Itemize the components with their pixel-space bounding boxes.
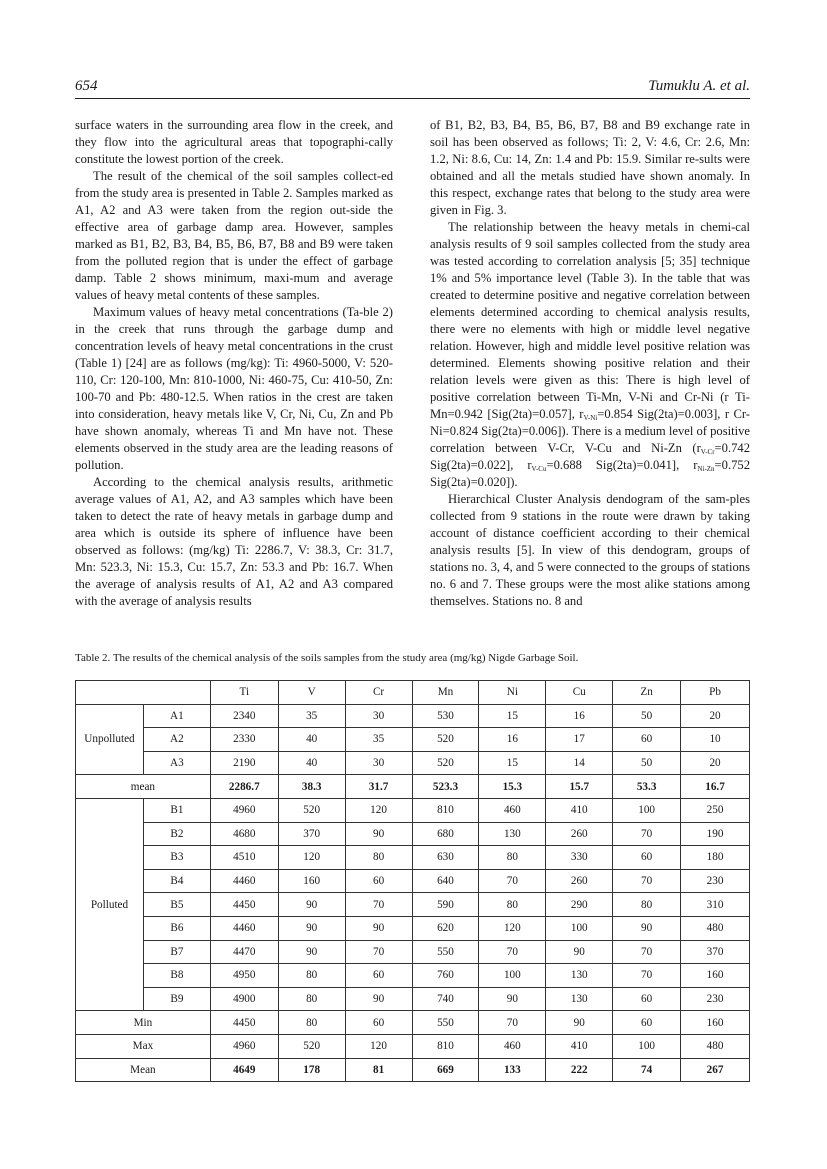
table-cell: 160 — [681, 964, 750, 988]
table-cell: 90 — [546, 940, 613, 964]
paragraph: The result of the chemical of the soil samples collect-ed from the study area is presented in Table 2. Samples marked as A1, A2 and A3 were taken from the region out-side the effective area of garbage damp area. However, samples marked as B1, B2, B3, B4, B5, B6, B7, B8 and B9 were taken from the polluted region that is under the effect of garbage damp. Table 2 shows minimum, maxi-mum and average values of heavy metal contents of these samples. — [75, 169, 393, 302]
column-header: Pb — [681, 681, 750, 705]
table-cell: 20 — [681, 751, 750, 775]
table-cell: 70 — [345, 893, 412, 917]
table-cell: 90 — [546, 1011, 613, 1035]
table-cell: 80 — [278, 1011, 345, 1035]
table-cell: 15 — [479, 751, 546, 775]
table-cell: 70 — [613, 869, 681, 893]
table-cell: 90 — [278, 916, 345, 940]
column-header: Ni — [479, 681, 546, 705]
summary-row — [76, 1011, 750, 1035]
sample-id: B2 — [143, 822, 210, 846]
table-cell: 90 — [345, 822, 412, 846]
right-column — [430, 117, 750, 610]
table-cell: 80 — [613, 893, 681, 917]
table-cell: 520 — [412, 751, 479, 775]
table-cell: 460 — [479, 798, 546, 822]
table-row — [76, 916, 750, 940]
text-segment: The relationship between the heavy metals in chemi-cal analysis results of 9 soil samples collected from the study area was tested according to correlation analysis [5; 35] technique 1% and 5% importance level (Table 3). In the table that was created to determine positive and negative correlation between elements determined according to chemical analysis results, there were no elements with high or middle level negative relation. However, high and middle level positive relation was determined. Elements showing positive relation and their relation levels were given as this: There is high level of positive correlation between Ti-Mn, V-Ni and Cr-Ni (r Ti-Mn=0.942 [Sig(2ta)=0.057], r — [430, 220, 750, 421]
table-cell: 60 — [613, 846, 681, 870]
paragraph: surface waters in the surrounding area flow in the creek, and they flow into the agricultural areas that topographi-cally constitute the lowest portion of the creek. — [75, 118, 393, 166]
table-cell: 523.3 — [412, 775, 479, 799]
table-row — [76, 704, 750, 728]
table-cell: 2330 — [210, 728, 278, 752]
sample-id: B8 — [143, 964, 210, 988]
table-cell: 16 — [546, 704, 613, 728]
text-segment: =0.742 Sig(2ta)=0.022], r — [430, 441, 750, 472]
column-header: Zn — [613, 681, 681, 705]
table-cell: 130 — [546, 964, 613, 988]
table-cell: 70 — [613, 964, 681, 988]
text-segment: =0.752 Sig(2ta)=0.020]). — [430, 458, 750, 489]
running-authors: Tumuklu A. et al. — [648, 78, 750, 94]
table-cell: 100 — [546, 916, 613, 940]
table-cell: 80 — [479, 893, 546, 917]
table-cell: 120 — [479, 916, 546, 940]
table-cell: 370 — [681, 940, 750, 964]
table-cell: 4960 — [210, 1034, 278, 1058]
table-cell: 267 — [681, 1058, 750, 1082]
table-cell: 80 — [345, 846, 412, 870]
results-table — [75, 680, 750, 1082]
table-cell: 620 — [412, 916, 479, 940]
mean-row — [76, 775, 750, 799]
table-header-row — [76, 681, 750, 705]
table-cell: 31.7 — [345, 775, 412, 799]
table-cell: 260 — [546, 869, 613, 893]
table-cell: 740 — [412, 987, 479, 1011]
table-cell: 130 — [546, 987, 613, 1011]
table-cell: 74 — [613, 1058, 681, 1082]
table-cell: 4950 — [210, 964, 278, 988]
column-header: Ti — [210, 681, 278, 705]
sample-id: B5 — [143, 893, 210, 917]
table-cell: 35 — [345, 728, 412, 752]
running-header — [75, 76, 750, 99]
table-cell: 120 — [345, 1034, 412, 1058]
table-cell: 190 — [681, 822, 750, 846]
table-cell: 35 — [278, 704, 345, 728]
subscript: Ni-Zn — [697, 465, 715, 473]
row-label: Min — [76, 1011, 211, 1035]
table-cell: 222 — [546, 1058, 613, 1082]
table-cell: 250 — [681, 798, 750, 822]
table-cell: 100 — [479, 964, 546, 988]
paragraph: According to the chemical analysis results, arithmetic average values of A1, A2, and A3 samples which have been taken to detect the rate of heavy metals in garbage dump and area which is outside its sphere of influence have been observed as follows: (mg/kg) Ti: 2286.7, V: 38.3, Cr: 31.7, Mn: 523.3, Ni: 15.3, Cu: 15.7, Zn: 53.3 and Pb: 16.7. When the average of analysis results of A1, A2 and A3 compared with the average of analysis results — [75, 475, 393, 608]
table-cell: 16.7 — [681, 775, 750, 799]
table-cell: 4510 — [210, 846, 278, 870]
table-cell: 60 — [613, 728, 681, 752]
paragraph: of B1, B2, B3, B4, B5, B6, B7, B8 and B9 exchange rate in soil has been observed as follows; Ti: 2, V: 4.6, Cr: 2.6, Mn: 1.2, Ni: 8.6, Cu: 14, Zn: 1.4 and Pb: 15.9. Similar re-sults were obtained and all the metals studied have shown anomaly. In this respect, exchange rates that belong to the study area were given in Fig. 3. — [430, 118, 750, 217]
table-cell: 133 — [479, 1058, 546, 1082]
table-cell: 40 — [278, 728, 345, 752]
table-cell: 2190 — [210, 751, 278, 775]
table-cell: 590 — [412, 893, 479, 917]
table-cell: 520 — [278, 1034, 345, 1058]
table-cell: 120 — [345, 798, 412, 822]
sample-id: B1 — [143, 798, 210, 822]
table-cell: 90 — [345, 916, 412, 940]
table-cell: 70 — [613, 822, 681, 846]
table-row — [76, 940, 750, 964]
text-segment: =0.854 Sig(2ta)=0.003], r Cr-Ni=0.824 Sig(2ta)=0.006]). There is a medium level of positive correlation between V-Cr, V-Cu and Ni-Zn (r — [430, 407, 751, 455]
table-row — [76, 728, 750, 752]
table-cell: 30 — [345, 751, 412, 775]
table-cell: 230 — [681, 869, 750, 893]
table-cell: 60 — [613, 1011, 681, 1035]
text-segment: =0.688 Sig(2ta)=0.041], r — [546, 458, 698, 472]
table-cell: 260 — [546, 822, 613, 846]
table-cell: 60 — [613, 987, 681, 1011]
header-empty-cell — [76, 681, 211, 705]
column-header: Cu — [546, 681, 613, 705]
table-cell: 90 — [613, 916, 681, 940]
row-label: Mean — [76, 1058, 211, 1082]
table-cell: 50 — [613, 704, 681, 728]
table-cell: 4680 — [210, 822, 278, 846]
table-cell: 4460 — [210, 869, 278, 893]
paragraph: Maximum values of heavy metal concentrations (Ta-ble 2) in the creek that runs through the garbage dump and concentration levels of heavy metal concentrations in the crust (Table 1) [24] are as follows (mg/kg): Ti: 4960-5000, V: 520-110, Cr: 120-100, Mn: 810-1000, Ni: 460-75, Cu: 410-50, Zn: 100-70 and Pb: 480-12.5. When ratios in the crest are taken into consideration, heavy metals like V, Cr, Ni, Cu, Zn and Pb have shown anomaly, whereas Ti and Mn have not. These elements observed in the study area are the leading reasons of pollution. — [75, 305, 393, 472]
table-cell: 520 — [278, 798, 345, 822]
table-cell: 550 — [412, 940, 479, 964]
table-cell: 15.3 — [479, 775, 546, 799]
table-cell: 100 — [613, 1034, 681, 1058]
table-cell: 4649 — [210, 1058, 278, 1082]
sample-id: A3 — [143, 751, 210, 775]
table-cell: 2286.7 — [210, 775, 278, 799]
table-cell: 290 — [546, 893, 613, 917]
sample-id: B9 — [143, 987, 210, 1011]
table-cell: 90 — [278, 940, 345, 964]
table-cell: 520 — [412, 728, 479, 752]
group-label: Polluted — [76, 798, 144, 1010]
subscript: V-Cr — [700, 448, 715, 456]
table-cell: 4960 — [210, 798, 278, 822]
table-cell: 81 — [345, 1058, 412, 1082]
table-cell: 60 — [345, 869, 412, 893]
summary-row — [76, 1034, 750, 1058]
table-row — [76, 798, 750, 822]
table-cell: 70 — [479, 940, 546, 964]
table-cell: 760 — [412, 964, 479, 988]
table-cell: 2340 — [210, 704, 278, 728]
table-cell: 630 — [412, 846, 479, 870]
table-cell: 550 — [412, 1011, 479, 1035]
table-cell: 460 — [479, 1034, 546, 1058]
sample-id: A1 — [143, 704, 210, 728]
table-cell: 810 — [412, 798, 479, 822]
column-header: V — [278, 681, 345, 705]
table-row — [76, 751, 750, 775]
table-cell: 160 — [681, 1011, 750, 1035]
table-cell: 178 — [278, 1058, 345, 1082]
table-cell: 4450 — [210, 893, 278, 917]
table-cell: 370 — [278, 822, 345, 846]
table-cell: 120 — [278, 846, 345, 870]
table-cell: 38.3 — [278, 775, 345, 799]
table-cell: 60 — [345, 1011, 412, 1035]
correlation-paragraph — [430, 219, 750, 491]
table-cell: 480 — [681, 916, 750, 940]
table-cell: 17 — [546, 728, 613, 752]
table-caption: Table 2. The results of the chemical analysis of the soils samples from the study area (mg/kg) Nigde Garbage Soil. — [75, 652, 579, 664]
table-row — [76, 846, 750, 870]
table-row — [76, 964, 750, 988]
table-cell: 4900 — [210, 987, 278, 1011]
summary-row — [76, 1058, 750, 1082]
table-cell: 90 — [345, 987, 412, 1011]
column-header: Cr — [345, 681, 412, 705]
table-cell: 20 — [681, 704, 750, 728]
sample-id: A2 — [143, 728, 210, 752]
row-label: mean — [76, 775, 211, 799]
table-cell: 80 — [278, 987, 345, 1011]
paragraph: Hierarchical Cluster Analysis dendogram of the sam-ples collected from 9 stations in the route were drawn by taking account of distance coefficient according to their chemical analysis results [5]. In view of this dendogram, groups of stations no. 3, 4, and 5 were connected to the groups of stations no. 6 and 7. These groups were the most alike stations among themselves. Stations no. 8 and — [430, 492, 750, 608]
table-cell: 70 — [479, 1011, 546, 1035]
table-cell: 30 — [345, 704, 412, 728]
table-cell: 4450 — [210, 1011, 278, 1035]
table-cell: 53.3 — [613, 775, 681, 799]
table-cell: 90 — [278, 893, 345, 917]
table-cell: 10 — [681, 728, 750, 752]
table-cell: 16 — [479, 728, 546, 752]
group-label: Unpolluted — [76, 704, 144, 775]
table-cell: 160 — [278, 869, 345, 893]
subscript: V-Cu — [531, 465, 547, 473]
table-cell: 4460 — [210, 916, 278, 940]
table-row — [76, 869, 750, 893]
table-cell: 15 — [479, 704, 546, 728]
table-cell: 480 — [681, 1034, 750, 1058]
table-cell: 410 — [546, 1034, 613, 1058]
sample-id: B7 — [143, 940, 210, 964]
table-cell: 810 — [412, 1034, 479, 1058]
sample-id: B6 — [143, 916, 210, 940]
table-cell: 100 — [613, 798, 681, 822]
sample-id: B4 — [143, 869, 210, 893]
table-cell: 669 — [412, 1058, 479, 1082]
table-cell: 14 — [546, 751, 613, 775]
column-header: Mn — [412, 681, 479, 705]
table-cell: 15.7 — [546, 775, 613, 799]
table-cell: 180 — [681, 846, 750, 870]
table-row — [76, 893, 750, 917]
table-cell: 80 — [479, 846, 546, 870]
table-cell: 230 — [681, 987, 750, 1011]
table-cell: 60 — [345, 964, 412, 988]
table-cell: 90 — [479, 987, 546, 1011]
table-row — [76, 987, 750, 1011]
table-cell: 330 — [546, 846, 613, 870]
sample-id: B3 — [143, 846, 210, 870]
table-cell: 530 — [412, 704, 479, 728]
page-number: 654 — [75, 78, 98, 94]
table-cell: 130 — [479, 822, 546, 846]
subscript: V-Ni — [583, 414, 598, 422]
table-cell: 50 — [613, 751, 681, 775]
table-cell: 680 — [412, 822, 479, 846]
left-column — [75, 117, 393, 610]
table-cell: 410 — [546, 798, 613, 822]
table-cell: 640 — [412, 869, 479, 893]
table-cell: 310 — [681, 893, 750, 917]
table-cell: 70 — [613, 940, 681, 964]
row-label: Max — [76, 1034, 211, 1058]
table-row — [76, 822, 750, 846]
table-cell: 40 — [278, 751, 345, 775]
table-cell: 70 — [345, 940, 412, 964]
table-cell: 80 — [278, 964, 345, 988]
table-cell: 4470 — [210, 940, 278, 964]
table-cell: 70 — [479, 869, 546, 893]
